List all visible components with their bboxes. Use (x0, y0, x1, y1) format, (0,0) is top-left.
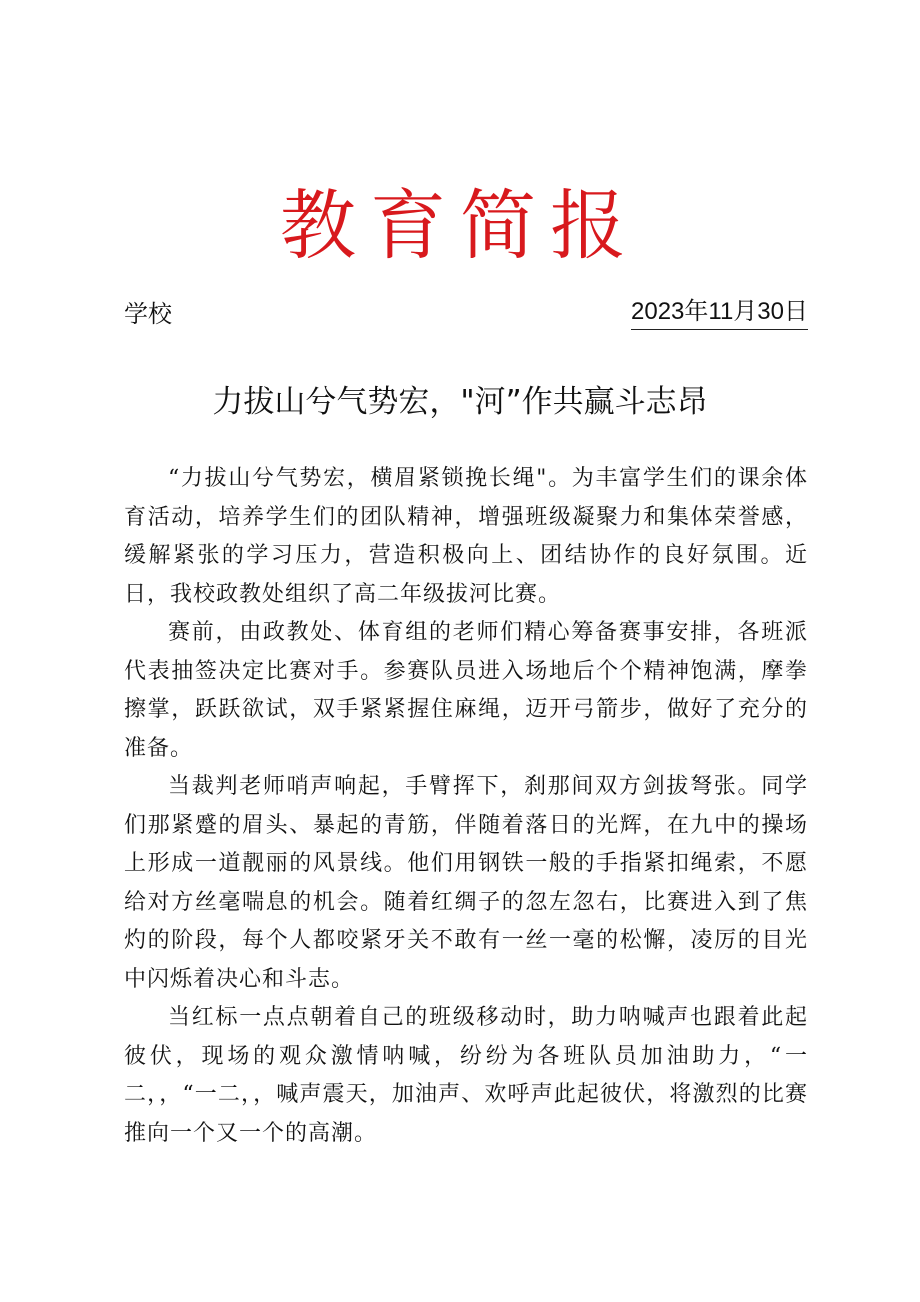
meta-row (124, 296, 808, 332)
article-headline: 力拔山兮气势宏，"河”作共赢斗志昂 (212, 384, 708, 420)
article-paragraph: 当裁判老师哨声响起，手臂挥下，刹那间双方剑拔弩张。同学们那紧蹙的眉头、暴起的青筋，伴随着落日的光辉，在九中的操场上形成一道靓丽的风景线。他们用钢铁一般的手指紧扣绳索，不愿给对方丝毫喘息的机会。随着红绸子的忽左忽右，比赛进入到了焦灼的阶段，每个人都咬紧牙关不敢有一丝一毫的松懈，凌厉的目光中闪烁着决心和斗志。 (124, 774, 808, 992)
article-paragraph: 赛前，由政教处、体育组的老师们精心筹备赛事安排，各班派代表抽签决定比赛对手。参赛队员进入场地后个个精神饱满，摩拳擦掌，跃跃欲试，双手紧紧握住麻绳，迈开弓箭步，做好了充分的准备。 (124, 620, 808, 761)
article-paragraph: “力拔山兮气势宏，横眉紧锁挽长绳"。为丰富学生们的课余体育活动，培养学生们的团队精神，增强班级凝聚力和集体荣誉感，缓解紧张的学习压力，营造积极向上、团结协作的良好氛围。近日，我校政教处组织了高二年级拔河比赛。 (124, 466, 808, 607)
article-body (124, 460, 808, 1153)
newsletter-masthead: 教育简报 (280, 181, 640, 270)
publish-date: 2023年11月30日 (631, 296, 808, 330)
school-label: 学校 (124, 300, 172, 328)
article-paragraph: 当红标一点点朝着自己的班级移动时，助力呐喊声也跟着此起彼伏，现场的观众激情呐喊，纷纷为各班队员加油助力，“一二，，“一二，，喊声震天，加油声、欢呼声此起彼伏，将激烈的比赛推向一个又一个的高潮。 (124, 1005, 808, 1146)
